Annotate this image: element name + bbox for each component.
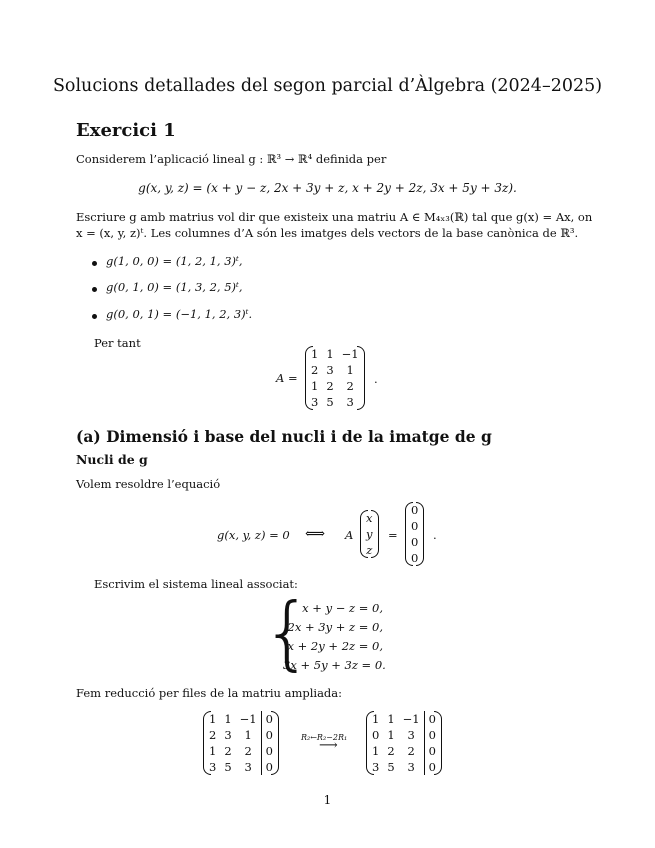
escrivim-text: Escrivim el sistema lineal associat:	[94, 577, 298, 591]
vector-xyz	[362, 510, 377, 558]
matrix-text-line1: Escriure g amb matrius vol dir que existeix una matriu A ∈ M₄ₓ₃(ℝ) tal que g(x) = Ax, on	[76, 210, 593, 224]
vector-entry: 0	[411, 503, 419, 517]
vector-entry: z	[366, 543, 373, 557]
matrix-cell: 1	[209, 712, 217, 726]
matrix-cell: 3	[407, 760, 415, 774]
system-eq: 3x + 5y + 3z = 0.	[283, 658, 386, 672]
system-eq: x + 2y + 2z = 0,	[287, 639, 383, 653]
vector-entry: x	[366, 511, 373, 525]
matrix-cell: 2	[407, 744, 415, 758]
kernel-equals: =	[388, 528, 398, 542]
augmented-matrix-after	[368, 711, 440, 775]
page-number: 1	[323, 793, 332, 807]
matrix-cell: 1	[387, 728, 395, 742]
system-brace: {	[262, 586, 313, 679]
matrix-cell: 3	[311, 395, 319, 409]
matrix-cell: 2	[387, 744, 395, 758]
matrix-cell: 1	[372, 744, 380, 758]
matrix-A-label: A =	[276, 371, 298, 385]
vector-zero	[407, 502, 422, 566]
matrix-cell: 3	[244, 760, 252, 774]
arrow-icon: ⟶	[319, 738, 338, 753]
vector-entry: 0	[411, 551, 419, 565]
volem-text: Volem resoldre l’equació	[76, 477, 221, 491]
matrix-cell: −1	[402, 712, 420, 726]
vector-entry: y	[366, 527, 373, 541]
matrix-cell: 0	[424, 727, 440, 743]
matrix-cell: 2	[326, 379, 334, 393]
section-a-heading: (a) Dimensió i base del nucli i de la imatge de g	[76, 427, 492, 446]
matrix-cell: 1	[326, 347, 334, 361]
system-eq: x + y − z = 0,	[302, 601, 383, 615]
matrix-A-period: .	[374, 372, 378, 386]
matrix-cell: 1	[224, 712, 232, 726]
matrix-cell: −1	[341, 347, 359, 361]
matrix-cell: 0	[261, 743, 277, 759]
matrix-cell: 3	[372, 760, 380, 774]
matrix-cell: 1	[311, 347, 319, 361]
bullet-item: g(1, 0, 0) = (1, 2, 1, 3)ᵗ,	[106, 254, 243, 268]
bullet-dot	[92, 287, 97, 292]
system-eq: 2x + 3y + z = 0,	[287, 620, 383, 634]
matrix-A	[307, 346, 363, 410]
matrix-cell: 0	[424, 743, 440, 759]
matrix-cell: −1	[239, 712, 257, 726]
matrix-cell: 3	[224, 728, 232, 742]
matrix-cell: 2	[224, 744, 232, 758]
matrix-cell: 3	[346, 395, 354, 409]
matrix-cell: 2	[311, 363, 319, 377]
intro-line: Considerem l’aplicació lineal g : ℝ³ → ℝ⁴ definida per	[76, 152, 387, 166]
matrix-cell: 1	[311, 379, 319, 393]
row-operation-label: R₂←R₂−2R₁	[301, 733, 348, 742]
bullet-dot	[92, 314, 97, 319]
matrix-cell: 3	[209, 760, 217, 774]
map-equation: g(x, y, z) = (x + y − z, 2x + 3y + z, x + 2y + 2z, 3x + 5y + 3z).	[138, 181, 517, 195]
matrix-cell: 2	[346, 379, 354, 393]
document-title: Solucions detallades del segon parcial d’Àlgebra (2024–2025)	[52, 76, 603, 96]
matrix-cell: 0	[372, 728, 380, 742]
matrix-cell: 5	[224, 760, 232, 774]
matrix-cell: 2	[209, 728, 217, 742]
fem-text: Fem reducció per files de la matriu ampliada:	[76, 686, 343, 700]
kernel-lhs: g(x, y, z) = 0	[217, 528, 290, 542]
iff-symbol: ⟺	[305, 526, 326, 542]
nucli-heading: Nucli de g	[76, 452, 148, 467]
matrix-cell: 0	[261, 711, 277, 727]
bullet-dot	[92, 261, 97, 266]
matrix-cell: 1	[244, 728, 252, 742]
matrix-cell: 5	[326, 395, 334, 409]
matrix-cell: 0	[261, 759, 277, 775]
matrix-cell: 1	[209, 744, 217, 758]
matrix-cell: 5	[387, 760, 395, 774]
matrix-cell: 0	[424, 759, 440, 775]
bullet-item: g(0, 1, 0) = (1, 3, 2, 5)ᵗ,	[106, 280, 243, 294]
matrix-cell: 0	[261, 727, 277, 743]
matrix-cell: 1	[387, 712, 395, 726]
matrix-cell: 1	[346, 363, 354, 377]
bullet-item: g(0, 0, 1) = (−1, 1, 2, 3)ᵗ.	[106, 307, 253, 321]
kernel-period: .	[433, 528, 437, 542]
matrix-cell: 3	[407, 728, 415, 742]
vector-entry: 0	[411, 535, 419, 549]
matrix-cell: 3	[326, 363, 334, 377]
vector-entry: 0	[411, 519, 419, 533]
matrix-cell: 1	[372, 712, 380, 726]
matrix-text-line2: x = (x, y, z)ᵗ. Les columnes d’A són les imatges dels vectors de la base canònica de ℝ³.	[76, 226, 579, 240]
matrix-cell: 0	[424, 711, 440, 727]
exercise-heading: Exercici 1	[76, 120, 176, 141]
kernel-A: A	[345, 528, 354, 542]
augmented-matrix-before	[205, 711, 277, 775]
matrix-cell: 2	[244, 744, 252, 758]
per-tant-text: Per tant	[94, 336, 141, 350]
